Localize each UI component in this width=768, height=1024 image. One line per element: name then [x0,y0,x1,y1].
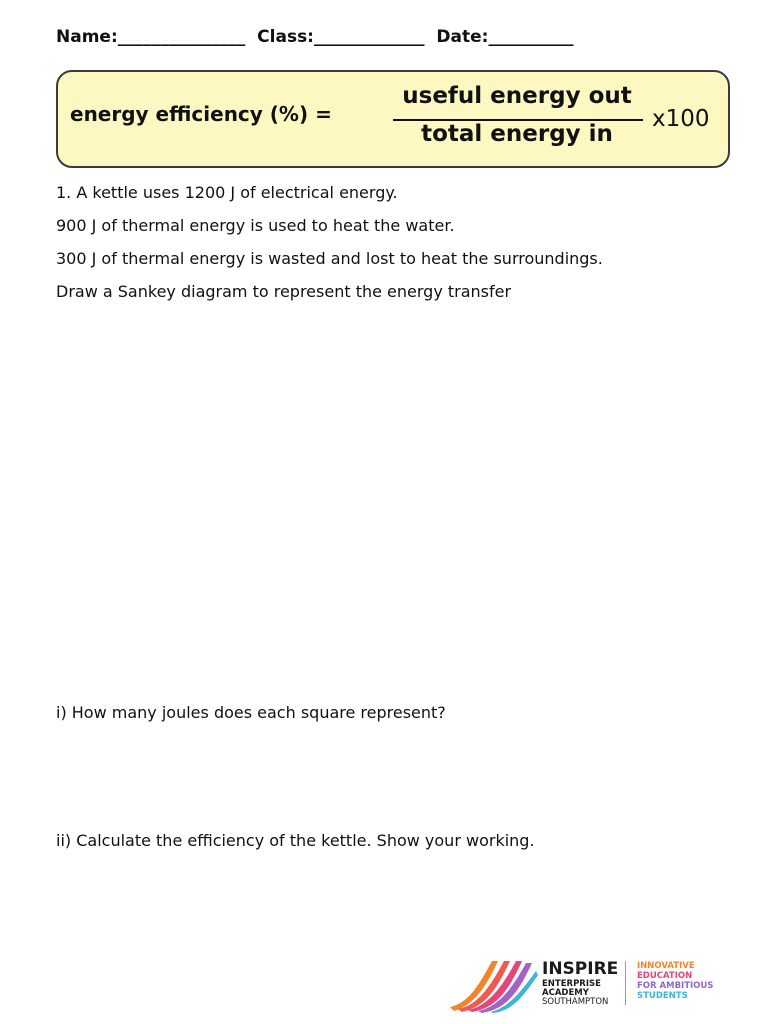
logo-line-3: SOUTHAMPTON [542,997,609,1007]
logo-tag-3: FOR AMBITIOUS [637,981,714,991]
logo-tag-1: INNOVATIVE [637,961,695,971]
logo-line-1: ENTERPRISE [542,979,601,989]
logo-tag-2: EDUCATION [637,971,693,981]
formula-denominator: total energy in [421,121,613,147]
question-line-4: Draw a Sankey diagram to represent the energy transfer [56,282,512,301]
efficiency-formula-box [56,70,730,168]
logo-tag-4: STUDENTS [637,991,688,1001]
logo-name: INSPIRE [542,959,619,979]
formula-multiplier: x100 [652,106,710,132]
name-field: Name:_______________ [56,27,246,47]
question-line-2: 900 J of thermal energy is used to heat the water. [56,216,455,235]
question-line-3: 300 J of thermal energy is wasted and lost to heat the surroundings. [56,249,603,268]
school-logo [448,957,738,1013]
worksheet-header [56,27,716,47]
question-part-i: i) How many joules does each square represent? [56,703,446,722]
date-field: Date:__________ [436,27,574,47]
logo-line-2: ACADEMY [542,988,589,998]
logo-divider [625,961,626,1005]
question-part-ii: ii) Calculate the efficiency of the kettle. Show your working. [56,831,535,850]
formula-lhs: energy efficiency (%) = [70,102,332,126]
logo-swoosh-icon [448,957,538,1013]
formula-numerator: useful energy out [402,83,632,109]
class-field: Class:_____________ [257,27,425,47]
question-line-1: 1. A kettle uses 1200 J of electrical energy. [56,183,398,202]
